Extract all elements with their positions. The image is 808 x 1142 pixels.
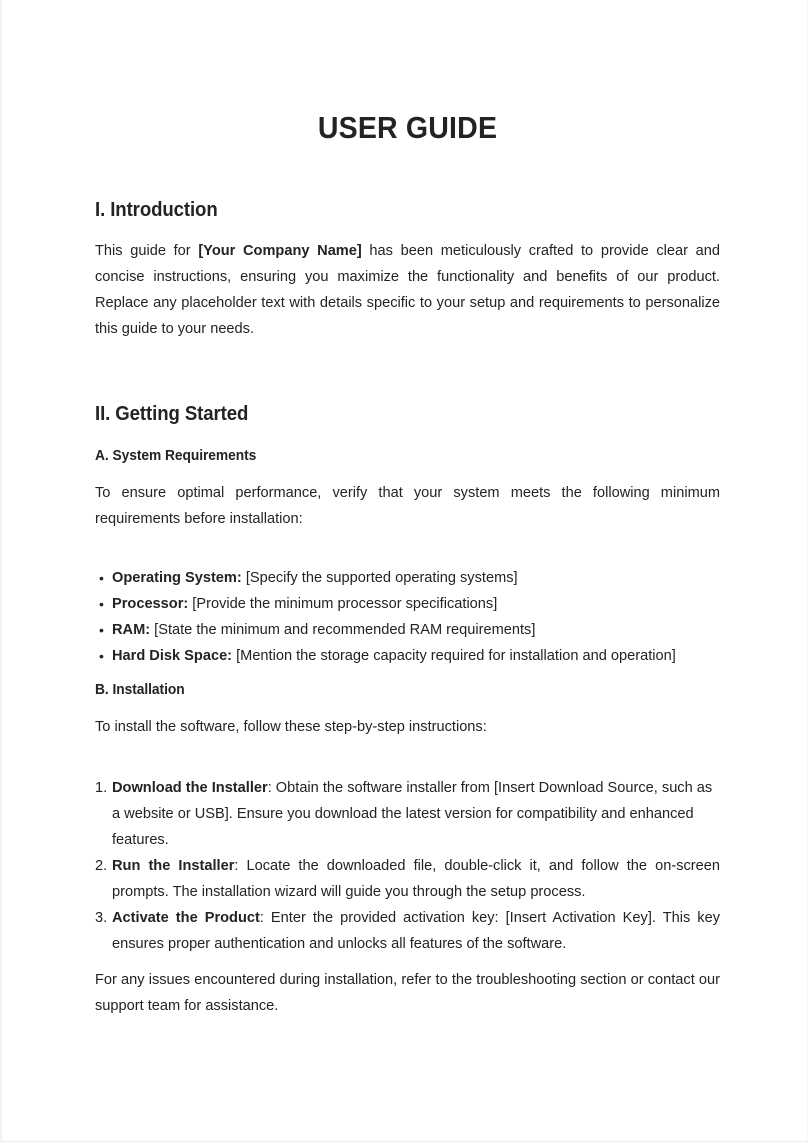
installation-closing-paragraph: For any issues encountered during installation, refer to the troubleshooting section or contact our support team for assistance. bbox=[95, 972, 720, 1014]
spacer bbox=[95, 342, 720, 402]
list-item-text: [State the minimum and recommended RAM requirements] bbox=[150, 622, 536, 638]
spacer bbox=[95, 426, 720, 446]
company-name-placeholder: [Your Company Name] bbox=[198, 243, 362, 259]
intro-text-after-bold: has been meticulously crafted to provide clear and concise instructions, ensuring you maximize the functionality and benefits of our product. Replace any placeholder text with details specific to your setup and requirements to personalize this guide to your needs. bbox=[95, 243, 720, 337]
list-item-label: Hard Disk Space: bbox=[112, 648, 233, 664]
step-text: : Locate the downloaded file, double-click it, and follow the on-screen prompts. The installation wizard will guide you through the setup process. bbox=[112, 858, 720, 900]
step-label: Download the Installer bbox=[112, 780, 268, 796]
list-item bbox=[95, 775, 720, 853]
page-title: USER GUIDE bbox=[317, 110, 498, 145]
heading-system-requirements: A. System Requirements bbox=[95, 448, 257, 464]
spacer bbox=[95, 740, 720, 775]
spacer bbox=[95, 669, 720, 680]
document-content bbox=[95, 0, 720, 1019]
introduction-paragraph bbox=[95, 238, 720, 342]
list-item-text: [Specify the supported operating systems] bbox=[241, 570, 518, 586]
spacer bbox=[95, 222, 720, 238]
list-item bbox=[95, 853, 720, 905]
system-requirements-intro: To ensure optimal performance, verify that your system meets the following minimum requirements before installation: bbox=[95, 485, 720, 527]
list-item bbox=[95, 565, 720, 591]
list-item-label: Processor: bbox=[112, 596, 189, 612]
list-item bbox=[95, 617, 720, 643]
spacer bbox=[95, 146, 720, 198]
system-requirements-list bbox=[95, 565, 720, 669]
spacer bbox=[95, 532, 720, 565]
heading-introduction: I. Introduction bbox=[95, 199, 218, 221]
step-label: Activate the Product bbox=[112, 910, 260, 926]
spacer bbox=[95, 957, 720, 967]
list-item-text: [Mention the storage capacity required for installation and operation] bbox=[232, 648, 676, 664]
list-item-label: RAM: bbox=[112, 622, 151, 638]
installation-steps-list bbox=[95, 775, 720, 957]
list-item-label: Operating System: bbox=[112, 570, 242, 586]
spacer bbox=[95, 466, 720, 480]
intro-text-before-bold: This guide for bbox=[95, 243, 199, 259]
step-text: : Obtain the software installer from [Insert Download Source, such as a website or USB]. Ensure you download the latest version for compatibility and enhanced features. bbox=[112, 780, 713, 848]
spacer bbox=[95, 700, 720, 714]
list-item bbox=[95, 591, 720, 617]
step-label: Run the Installer bbox=[112, 858, 235, 874]
installation-intro: To install the software, follow these step-by-step instructions: bbox=[95, 719, 487, 735]
list-item bbox=[95, 905, 720, 957]
step-text: : Enter the provided activation key: [Insert Activation Key]. This key ensures proper authentication and unlocks all features of the software. bbox=[112, 910, 720, 952]
list-item-text: [Provide the minimum processor specifications] bbox=[188, 596, 498, 612]
heading-getting-started: II. Getting Started bbox=[95, 403, 249, 425]
list-item bbox=[95, 643, 720, 669]
heading-installation: B. Installation bbox=[95, 682, 185, 698]
